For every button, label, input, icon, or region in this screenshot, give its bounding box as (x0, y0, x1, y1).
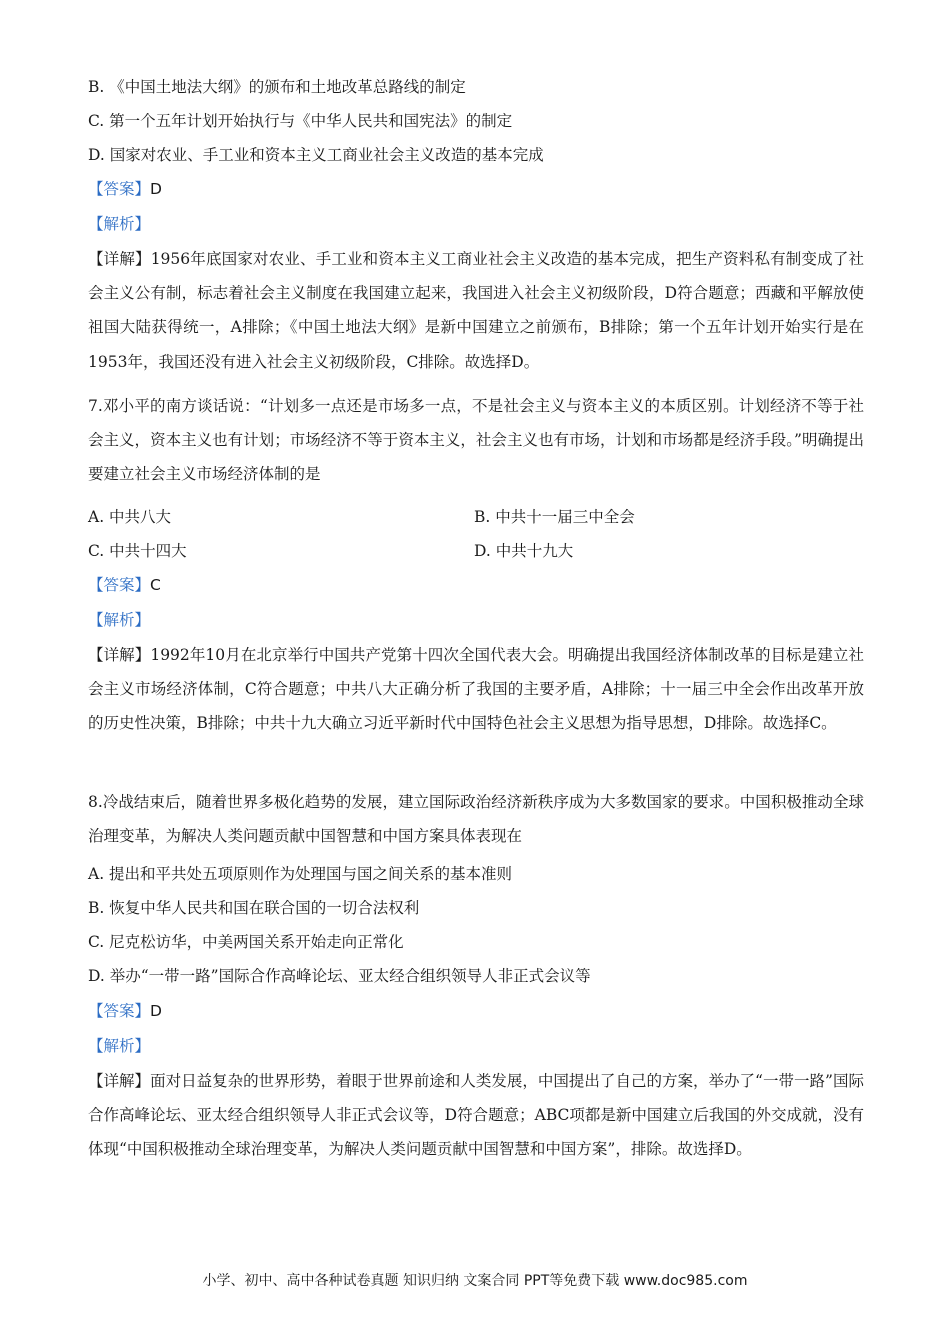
q8-analysis (88, 1036, 150, 1056)
answer-value: D (150, 1002, 162, 1020)
analysis-label: 【解析】 (88, 1037, 151, 1055)
page-footer: 小学、初中、高中各种试卷真题 知识归纳 文案合同 PPT等免费下载 www.doc985.com (202, 1273, 748, 1289)
detail-text: 1956年底国家对农业、手工业和资本主义工商业社会主义改造的基本完成，把生产资料私有制变成了社会主义公有制，标志着社会主义制度在我国建立起来，我国进入社会主义初级阶段，D符合题意；西藏和平解放使祖国大陆获得统一，A排除；《中国土地法大纲》是新中国建立之前颁布，B排除；第一个五年计划开始实行是在1953年，我国还没有进入社会主义初级阶段，C排除。故选择D。 (88, 250, 864, 371)
detail-label: 【详解】 (88, 1072, 151, 1090)
q7-detail (88, 638, 864, 741)
q7-option-b: B. 中共十一届三中全会 (474, 508, 635, 526)
q7-option-a: A. 中共八大 (88, 508, 172, 526)
detail-label: 【详解】 (88, 250, 151, 268)
q7-option-c: C. 中共十四大 (88, 542, 187, 560)
answer-label: 【答案】 (88, 180, 151, 198)
detail-text: 1992年10月在北京举行中国共产党第十四次全国代表大会。明确提出我国经济体制改革的目标是建立社会主义市场经济体制，C符合题意；中共八大正确分析了我国的主要矛盾，A排除；十一届三中全会作出改革开放的历史性决策，B排除；中共十九大确立习近平新时代中国特色社会主义思想为指导思想，D排除。故选择C。 (88, 646, 864, 733)
answer-value: C (150, 576, 161, 594)
q6-option-c: C. 第一个五年计划开始执行与《中华人民共和国宪法》的制定 (88, 112, 513, 130)
answer-value: D (150, 180, 162, 198)
analysis-label: 【解析】 (88, 611, 151, 629)
analysis-label: 【解析】 (88, 215, 151, 233)
q7-answer (88, 575, 161, 595)
q8-option-b: B. 恢复中华人民共和国在联合国的一切合法权利 (88, 899, 420, 917)
q7-analysis (88, 610, 150, 630)
detail-text: 面对日益复杂的世界形势，着眼于世界前途和人类发展，中国提出了自己的方案，举办了“一带一路”国际合作高峰论坛、亚太经合组织领导人非正式会议等，D符合题意；ABC项都是新中国建立后我国的外交成就，没有体现“中国积极推动全球治理变革，为解决人类问题贡献中国智慧和中国方案”，排除。故选择D。 (88, 1072, 864, 1159)
q8-detail (88, 1064, 864, 1167)
q6-answer (88, 179, 162, 199)
q7-option-d: D. 中共十九大 (474, 542, 574, 560)
q8-stem: 8.冷战结束后，随着世界多极化趋势的发展，建立国际政治经济新秩序成为大多数国家的要求。中国积极推动全球治理变革，为解决人类问题贡献中国智慧和中国方案具体表现在 (88, 793, 864, 846)
answer-label: 【答案】 (88, 576, 151, 594)
answer-label: 【答案】 (88, 1002, 151, 1020)
q7-options-row-2 (88, 541, 574, 561)
q6-option-b: B. 《中国土地法大纲》的颁布和土地改革总路线的制定 (88, 78, 466, 96)
q7-options-row-1 (88, 507, 635, 527)
q8-answer (88, 1001, 162, 1021)
q6-analysis (88, 214, 150, 234)
q8-option-d: D. 举办“一带一路”国际合作高峰论坛、亚太经合组织领导人非正式会议等 (88, 967, 591, 985)
q6-option-d: D. 国家对农业、手工业和资本主义工商业社会主义改造的基本完成 (88, 146, 544, 164)
detail-label: 【详解】 (88, 646, 151, 664)
q7-stem: 7.邓小平的南方谈话说：“计划多一点还是市场多一点，不是社会主义与资本主义的本质区别。计划经济不等于社会主义，资本主义也有计划；市场经济不等于资本主义，社会主义也有市场，计划和市场都是经济手段。”明确提出要建立社会主义市场经济体制的是 (88, 397, 864, 484)
q6-detail (88, 242, 864, 379)
q8-option-a: A. 提出和平共处五项原则作为处理国与国之间关系的基本准则 (88, 865, 513, 883)
q8-option-c: C. 尼克松访华，中美两国关系开始走向正常化 (88, 933, 404, 951)
